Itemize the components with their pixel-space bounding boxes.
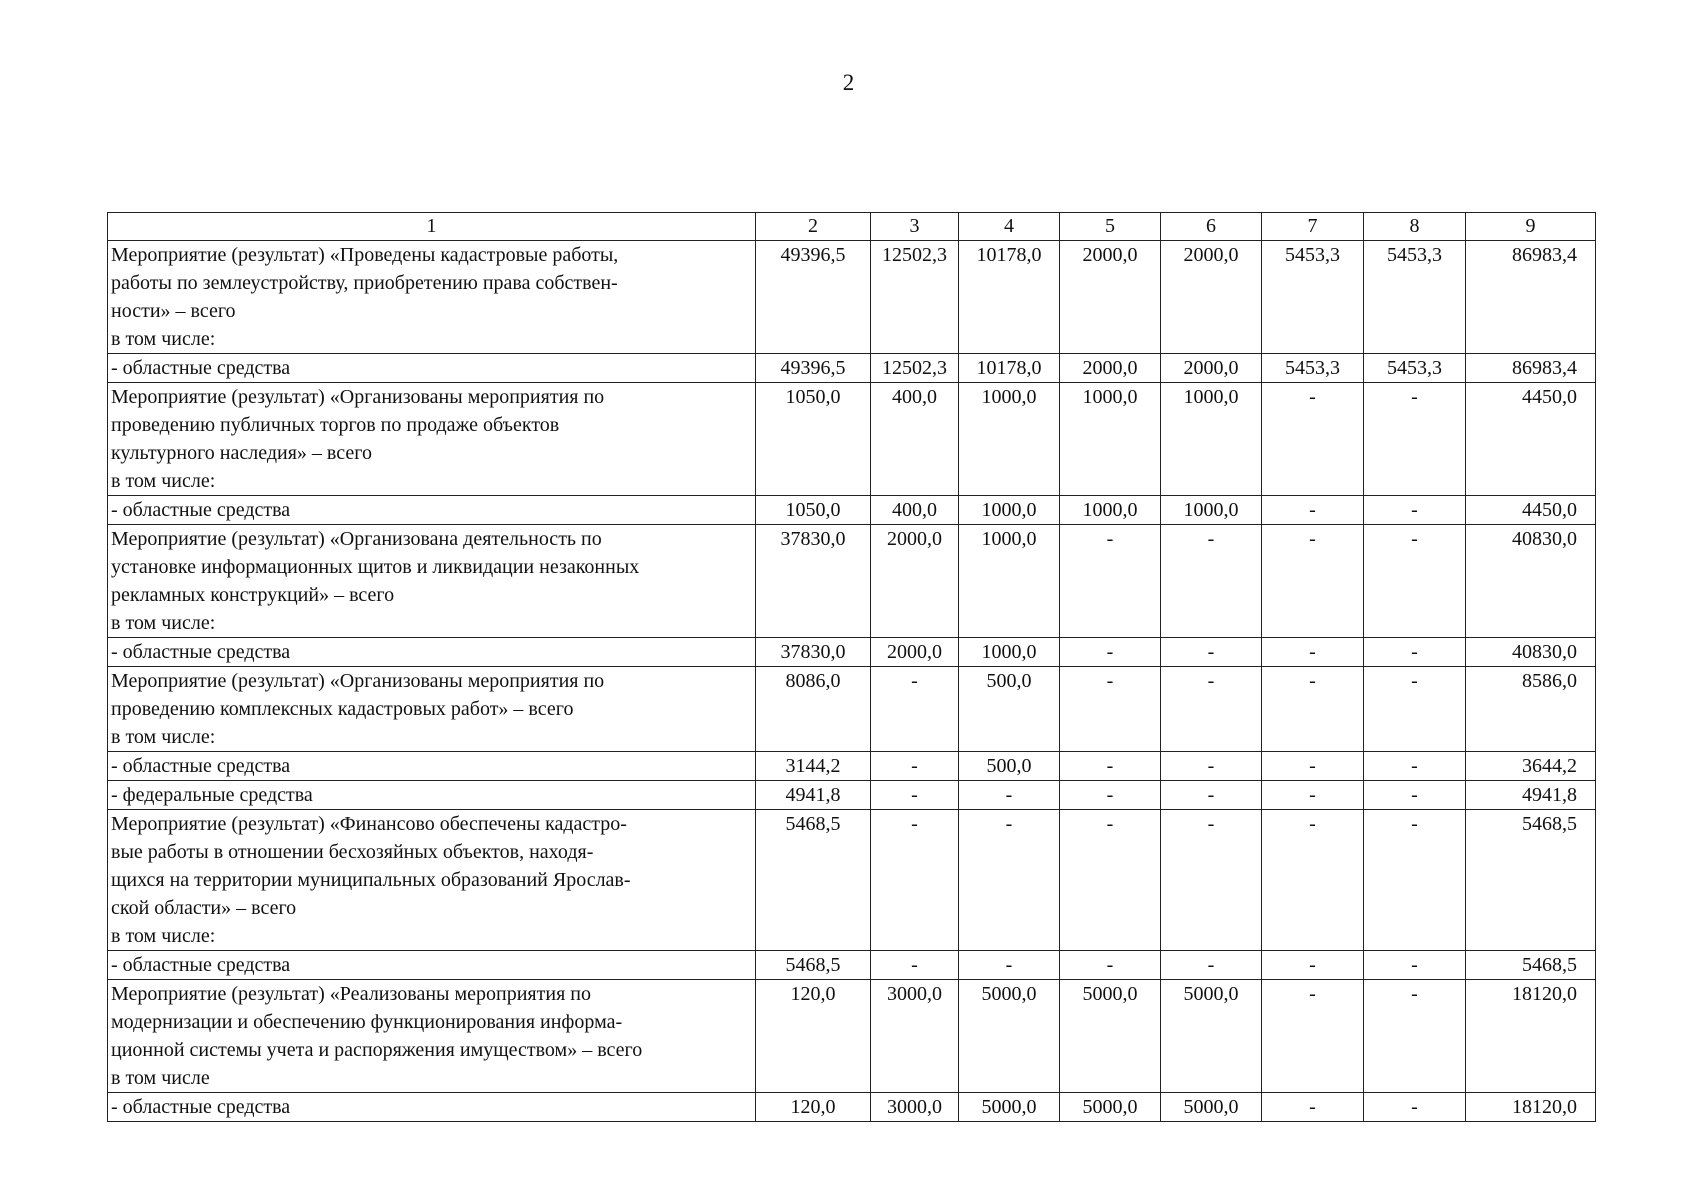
value-cell-col-8: -	[1364, 383, 1466, 496]
value-cell-col-8: -	[1364, 980, 1466, 1093]
value-cell-col-8: -	[1364, 667, 1466, 752]
value-cell-col-4: 500,0	[959, 752, 1060, 781]
column-header-3: 3	[871, 213, 959, 241]
value-cell-col-5: 2000,0	[1060, 354, 1161, 383]
value-cell-col-5: -	[1060, 810, 1161, 951]
value-cell-col-3: -	[871, 951, 959, 980]
value-cell-col-2: 5468,5	[756, 951, 871, 980]
row-label-line: Мероприятие (результат) «Организованы мероприятия по	[111, 386, 605, 408]
table-row	[108, 383, 1596, 496]
row-label-line: в том числе:	[111, 470, 216, 492]
value-cell-col-7: -	[1262, 810, 1364, 951]
value-cell-col-2: 120,0	[756, 980, 871, 1093]
row-label	[108, 667, 756, 752]
row-label-line: проведению публичных торгов по продаже объектов	[111, 414, 560, 436]
table-row	[108, 1093, 1596, 1122]
value-cell-col-8: 5453,3	[1364, 241, 1466, 354]
value-cell-col-4: 5000,0	[959, 1093, 1060, 1122]
value-cell-col-7: -	[1262, 951, 1364, 980]
row-label-line: - областные средства	[111, 954, 291, 976]
row-label	[108, 1093, 756, 1122]
funding-table	[107, 212, 1596, 1122]
row-label-line: Мероприятие (результат) «Организованы мероприятия по	[111, 670, 605, 692]
value-cell-col-4: 10178,0	[959, 354, 1060, 383]
value-cell-col-3: 2000,0	[871, 638, 959, 667]
value-cell-col-5: -	[1060, 752, 1161, 781]
table-row	[108, 241, 1596, 354]
row-label-line: ности» – всего	[111, 300, 236, 322]
value-cell-col-6: -	[1161, 667, 1262, 752]
row-label-line: - областные средства	[111, 755, 291, 777]
row-label	[108, 354, 756, 383]
value-cell-col-4: -	[959, 781, 1060, 810]
value-cell-col-4: -	[959, 951, 1060, 980]
row-label-line: в том числе:	[111, 726, 216, 748]
value-cell-col-2: 1050,0	[756, 496, 871, 525]
value-cell-col-8: -	[1364, 638, 1466, 667]
table-row	[108, 810, 1596, 951]
value-cell-col-7: -	[1262, 752, 1364, 781]
row-label-line: в том числе	[111, 1067, 210, 1089]
value-cell-col-6: -	[1161, 638, 1262, 667]
row-label-line: Мероприятие (результат) «Проведены кадастровые работы,	[111, 244, 619, 266]
page-number: 2	[842, 70, 855, 95]
value-cell-col-6: 1000,0	[1161, 496, 1262, 525]
row-label-line: проведению комплексных кадастровых работ» – всего	[111, 698, 574, 720]
row-label-line: - областные средства	[111, 499, 291, 521]
value-cell-col-2: 8086,0	[756, 667, 871, 752]
value-cell-col-6: 1000,0	[1161, 383, 1262, 496]
value-cell-col-5: 2000,0	[1060, 241, 1161, 354]
column-header-4: 4	[959, 213, 1060, 241]
value-cell-col-2: 4941,8	[756, 781, 871, 810]
value-cell-col-7: -	[1262, 638, 1364, 667]
value-cell-col-4: 1000,0	[959, 638, 1060, 667]
value-cell-col-7: -	[1262, 781, 1364, 810]
value-cell-col-3: 12502,3	[871, 241, 959, 354]
value-cell-col-3: 3000,0	[871, 980, 959, 1093]
row-label-line: - областные средства	[111, 357, 291, 379]
value-cell-col-3: 2000,0	[871, 525, 959, 638]
row-label-line: ской области» – всего	[111, 897, 297, 919]
value-cell-col-3: -	[871, 752, 959, 781]
value-cell-col-4: 1000,0	[959, 525, 1060, 638]
value-cell-col-9: 40830,0	[1466, 525, 1596, 638]
value-cell-col-4: 1000,0	[959, 383, 1060, 496]
value-cell-col-5: -	[1060, 951, 1161, 980]
value-cell-col-7: -	[1262, 980, 1364, 1093]
value-cell-col-7: 5453,3	[1262, 241, 1364, 354]
value-cell-col-7: -	[1262, 667, 1364, 752]
row-label	[108, 951, 756, 980]
value-cell-col-2: 49396,5	[756, 354, 871, 383]
row-label-line: Мероприятие (результат) «Финансово обеспечены кадастро-	[111, 813, 627, 835]
value-cell-col-9: 5468,5	[1466, 951, 1596, 980]
table-row	[108, 638, 1596, 667]
value-cell-col-8: -	[1364, 1093, 1466, 1122]
row-label-line: рекламных конструкций» – всего	[111, 584, 395, 606]
value-cell-col-8: -	[1364, 752, 1466, 781]
table-row	[108, 781, 1596, 810]
table-row	[108, 496, 1596, 525]
value-cell-col-9: 86983,4	[1466, 354, 1596, 383]
value-cell-col-4: -	[959, 810, 1060, 951]
row-label-line: в том числе:	[111, 925, 216, 947]
value-cell-col-2: 49396,5	[756, 241, 871, 354]
row-label-line: щихся на территории муниципальных образований Ярослав-	[111, 869, 631, 891]
value-cell-col-5: 5000,0	[1060, 980, 1161, 1093]
value-cell-col-8: -	[1364, 496, 1466, 525]
row-label-line: работы по землеустройству, приобретению права собствен-	[111, 272, 618, 294]
value-cell-col-2: 3144,2	[756, 752, 871, 781]
row-label-line: в том числе:	[111, 612, 216, 634]
row-label-line: - федеральные средства	[111, 784, 313, 806]
row-label-line: Мероприятие (результат) «Реализованы мероприятия по	[111, 983, 591, 1005]
value-cell-col-8: -	[1364, 810, 1466, 951]
value-cell-col-4: 1000,0	[959, 496, 1060, 525]
value-cell-col-5: -	[1060, 667, 1161, 752]
value-cell-col-7: 5453,3	[1262, 354, 1364, 383]
value-cell-col-6: 2000,0	[1161, 241, 1262, 354]
value-cell-col-9: 86983,4	[1466, 241, 1596, 354]
value-cell-col-5: 1000,0	[1060, 496, 1161, 525]
value-cell-col-5: -	[1060, 781, 1161, 810]
value-cell-col-9: 4450,0	[1466, 383, 1596, 496]
column-header-7: 7	[1262, 213, 1364, 241]
value-cell-col-5: 5000,0	[1060, 1093, 1161, 1122]
value-cell-col-7: -	[1262, 496, 1364, 525]
value-cell-col-4: 5000,0	[959, 980, 1060, 1093]
value-cell-col-6: -	[1161, 810, 1262, 951]
value-cell-col-3: 12502,3	[871, 354, 959, 383]
value-cell-col-9: 5468,5	[1466, 810, 1596, 951]
row-label	[108, 980, 756, 1093]
value-cell-col-9: 40830,0	[1466, 638, 1596, 667]
value-cell-col-8: -	[1364, 525, 1466, 638]
table-row	[108, 667, 1596, 752]
row-label-line: культурного наследия» – всего	[111, 442, 372, 464]
value-cell-col-5: -	[1060, 525, 1161, 638]
value-cell-col-6: -	[1161, 525, 1262, 638]
value-cell-col-3: 3000,0	[871, 1093, 959, 1122]
value-cell-col-9: 18120,0	[1466, 980, 1596, 1093]
row-label-line: - областные средства	[111, 641, 291, 663]
table-row	[108, 980, 1596, 1093]
table-row	[108, 752, 1596, 781]
value-cell-col-7: -	[1262, 383, 1364, 496]
row-label-line: - областные средства	[111, 1096, 291, 1118]
value-cell-col-4: 500,0	[959, 667, 1060, 752]
value-cell-col-9: 4941,8	[1466, 781, 1596, 810]
value-cell-col-6: -	[1161, 951, 1262, 980]
value-cell-col-2: 37830,0	[756, 525, 871, 638]
value-cell-col-8: 5453,3	[1364, 354, 1466, 383]
value-cell-col-2: 120,0	[756, 1093, 871, 1122]
row-label	[108, 241, 756, 354]
value-cell-col-5: 1000,0	[1060, 383, 1161, 496]
row-label-line: модернизации и обеспечению функционирования информа-	[111, 1011, 623, 1033]
value-cell-col-8: -	[1364, 781, 1466, 810]
value-cell-col-9: 18120,0	[1466, 1093, 1596, 1122]
row-label	[108, 496, 756, 525]
value-cell-col-2: 5468,5	[756, 810, 871, 951]
value-cell-col-6: -	[1161, 781, 1262, 810]
column-header-6: 6	[1161, 213, 1262, 241]
table-row	[108, 525, 1596, 638]
row-label-line: ционной системы учета и распоряжения имуществом» – всего	[111, 1039, 643, 1061]
row-label	[108, 752, 756, 781]
value-cell-col-3: -	[871, 667, 959, 752]
row-label	[108, 525, 756, 638]
value-cell-col-6: 5000,0	[1161, 1093, 1262, 1122]
value-cell-col-9: 3644,2	[1466, 752, 1596, 781]
column-header-5: 5	[1060, 213, 1161, 241]
row-label	[108, 383, 756, 496]
value-cell-col-7: -	[1262, 1093, 1364, 1122]
value-cell-col-7: -	[1262, 525, 1364, 638]
value-cell-col-5: -	[1060, 638, 1161, 667]
row-label-line: в том числе:	[111, 328, 216, 350]
value-cell-col-2: 37830,0	[756, 638, 871, 667]
table-header-row	[108, 213, 1596, 241]
column-header-2: 2	[756, 213, 871, 241]
value-cell-col-6: 2000,0	[1161, 354, 1262, 383]
column-header-8: 8	[1364, 213, 1466, 241]
value-cell-col-4: 10178,0	[959, 241, 1060, 354]
column-header-9: 9	[1466, 213, 1596, 241]
row-label	[108, 638, 756, 667]
table-row	[108, 354, 1596, 383]
value-cell-col-3: -	[871, 781, 959, 810]
table-row	[108, 951, 1596, 980]
row-label	[108, 810, 756, 951]
value-cell-col-9: 4450,0	[1466, 496, 1596, 525]
row-label-line: Мероприятие (результат) «Организована деятельность по	[111, 528, 602, 550]
value-cell-col-9: 8586,0	[1466, 667, 1596, 752]
row-label	[108, 781, 756, 810]
value-cell-col-6: 5000,0	[1161, 980, 1262, 1093]
value-cell-col-6: -	[1161, 752, 1262, 781]
value-cell-col-3: 400,0	[871, 383, 959, 496]
value-cell-col-8: -	[1364, 951, 1466, 980]
value-cell-col-3: -	[871, 810, 959, 951]
value-cell-col-3: 400,0	[871, 496, 959, 525]
column-header-1: 1	[108, 213, 756, 241]
row-label-line: вые работы в отношении бесхозяйных объектов, находя-	[111, 841, 594, 863]
value-cell-col-2: 1050,0	[756, 383, 871, 496]
row-label-line: установке информационных щитов и ликвидации незаконных	[111, 556, 640, 578]
